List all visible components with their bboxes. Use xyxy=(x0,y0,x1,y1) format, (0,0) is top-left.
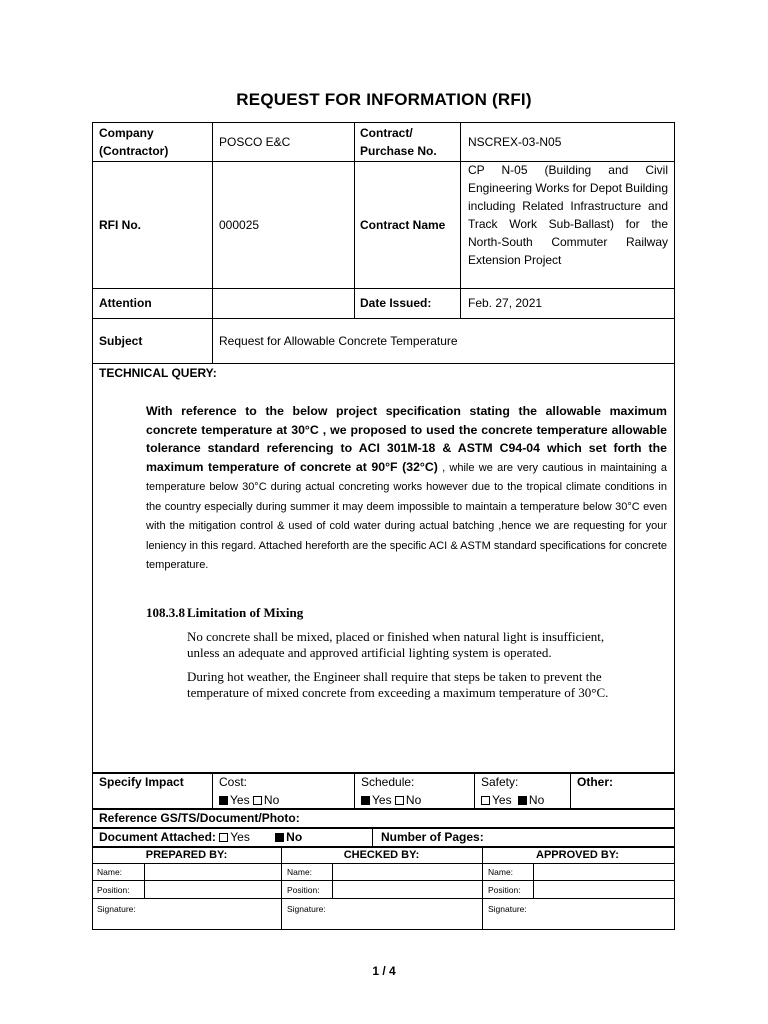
query-continuation: , while we are very cautious in maintaining a temperature below 30°C during actual concreting works however due to the tropical climate conditions in the country especially during summer it may deem impossible to maintain a temperature below 30°C even with the mitigation control & used of cold water during actual batching ,hence we are requesting for your leniency in this regard. Attached hereforth are the specific ACI & ASTM standard specifications for concrete temperature. xyxy=(146,461,667,571)
col-divider xyxy=(144,863,145,899)
attached-yes-label: Yes xyxy=(230,830,250,844)
attention-label: Attention xyxy=(99,296,152,310)
schedule-no-checkbox[interactable] xyxy=(395,796,404,805)
date-issued-value: Feb. 27, 2021 xyxy=(468,296,543,310)
cost-options xyxy=(219,791,279,809)
cost-no-checkbox[interactable] xyxy=(253,796,262,805)
subject-value: Request for Allowable Concrete Temperature xyxy=(219,334,458,348)
approved-by-label: APPROVED BY: xyxy=(536,849,619,861)
technical-query-text xyxy=(146,402,667,575)
col-divider xyxy=(354,122,355,318)
schedule-options xyxy=(361,791,421,809)
col-divider xyxy=(372,827,373,847)
reference-label: Reference GS/TS/Document/Photo: xyxy=(99,811,300,825)
safety-no-checkbox[interactable] xyxy=(518,796,527,805)
row-divider xyxy=(92,318,675,319)
contract-po-label: Contract/ Purchase No. xyxy=(360,126,437,158)
spec-paragraph-2: During hot weather, the Engineer shall require that steps be taken to prevent the temperature of mixed concrete from exceeding a maximum temperature of 30°C. xyxy=(187,669,609,700)
spec-paragraph-1: No concrete shall be mixed, placed or finished when natural light is insufficient, unless an adequate and approved artificial lighting system is operated. xyxy=(187,629,605,660)
cost-no-label: No xyxy=(263,793,280,807)
attached-yes-checkbox[interactable] xyxy=(219,833,228,842)
page-number: 1 / 4 xyxy=(372,964,396,978)
attached-no-label: No xyxy=(286,830,303,844)
spec-section-number: 108.3.8 xyxy=(146,605,185,620)
approved-signature-label: Signature: xyxy=(488,904,527,914)
col-divider xyxy=(354,772,355,810)
schedule-yes-label: Yes xyxy=(372,793,392,807)
safety-options xyxy=(481,791,544,809)
company-label: Company (Contractor) xyxy=(99,126,169,158)
col-divider xyxy=(460,122,461,318)
contract-po-value: NSCREX-03-N05 xyxy=(468,135,562,149)
schedule-no-label: No xyxy=(405,793,422,807)
col-divider xyxy=(332,863,333,899)
technical-query-label: TECHNICAL QUERY: xyxy=(99,366,217,380)
contract-name-label: Contract Name xyxy=(360,218,446,232)
safety-yes-checkbox[interactable] xyxy=(481,796,490,805)
checked-by-label: CHECKED BY: xyxy=(343,849,420,861)
schedule-yes-checkbox[interactable] xyxy=(361,796,370,805)
prepared-name-label: Name: xyxy=(97,867,123,877)
approved-position-label: Position: xyxy=(488,885,521,895)
col-divider xyxy=(212,122,213,363)
row-divider xyxy=(92,288,675,289)
page-title: REQUEST FOR INFORMATION (RFI) xyxy=(236,90,532,109)
attached-no-checkbox[interactable] xyxy=(275,833,284,842)
checked-position-label: Position: xyxy=(287,885,320,895)
col-divider xyxy=(533,863,534,899)
date-issued-label: Date Issued: xyxy=(360,296,432,310)
cost-yes-checkbox[interactable] xyxy=(219,796,228,805)
safety-label: Safety: xyxy=(481,775,519,789)
signoff-name-divider xyxy=(92,880,675,881)
document-attached-row xyxy=(99,828,302,846)
rfi-no-label: RFI No. xyxy=(99,218,141,232)
subject-label: Subject xyxy=(99,334,143,348)
approved-name-label: Name: xyxy=(488,867,514,877)
prepared-by-label: PREPARED BY: xyxy=(145,849,228,861)
col-divider xyxy=(212,772,213,810)
prepared-signature-label: Signature: xyxy=(97,904,136,914)
safety-yes-label: Yes xyxy=(492,793,512,807)
spec-section-heading: Limitation of Mixing xyxy=(187,605,304,620)
number-of-pages-label: Number of Pages: xyxy=(381,830,484,844)
rfi-no-value: 000025 xyxy=(219,218,260,232)
company-value: POSCO E&C xyxy=(219,135,291,149)
checked-name-label: Name: xyxy=(287,867,313,877)
prepared-position-label: Position: xyxy=(97,885,130,895)
attention-value[interactable] xyxy=(219,294,349,312)
checked-signature-label: Signature: xyxy=(287,904,326,914)
safety-no-label: No xyxy=(528,793,545,807)
document-attached-label: Document Attached: xyxy=(99,830,216,844)
query-main-sentence: With reference to the below project specification stating the allowable maximum concrete temperature at 30°C , we proposed to used the concrete temperature allowable tolerance standard referencing to ACI 301M-18 & ASTM C94-04 which set forth the maximum temperature of concrete at 90°F (32°C) xyxy=(146,404,667,474)
cost-label: Cost: xyxy=(219,775,248,789)
col-divider xyxy=(474,772,475,810)
other-label: Other: xyxy=(577,775,613,789)
contract-name-value: CP N-05 (Building and Civil Engineering Works for Depot Building including Related Infrastructure and Track Work Sub-Ballast) for the North-South Commuter Railway Extension Project xyxy=(468,163,668,267)
specify-impact-label: Specify Impact xyxy=(99,775,184,789)
signoff-position-divider xyxy=(92,898,675,899)
cost-yes-label: Yes xyxy=(230,793,250,807)
col-divider xyxy=(570,772,571,810)
schedule-label: Schedule: xyxy=(361,775,415,789)
signoff-header-divider xyxy=(92,863,675,864)
